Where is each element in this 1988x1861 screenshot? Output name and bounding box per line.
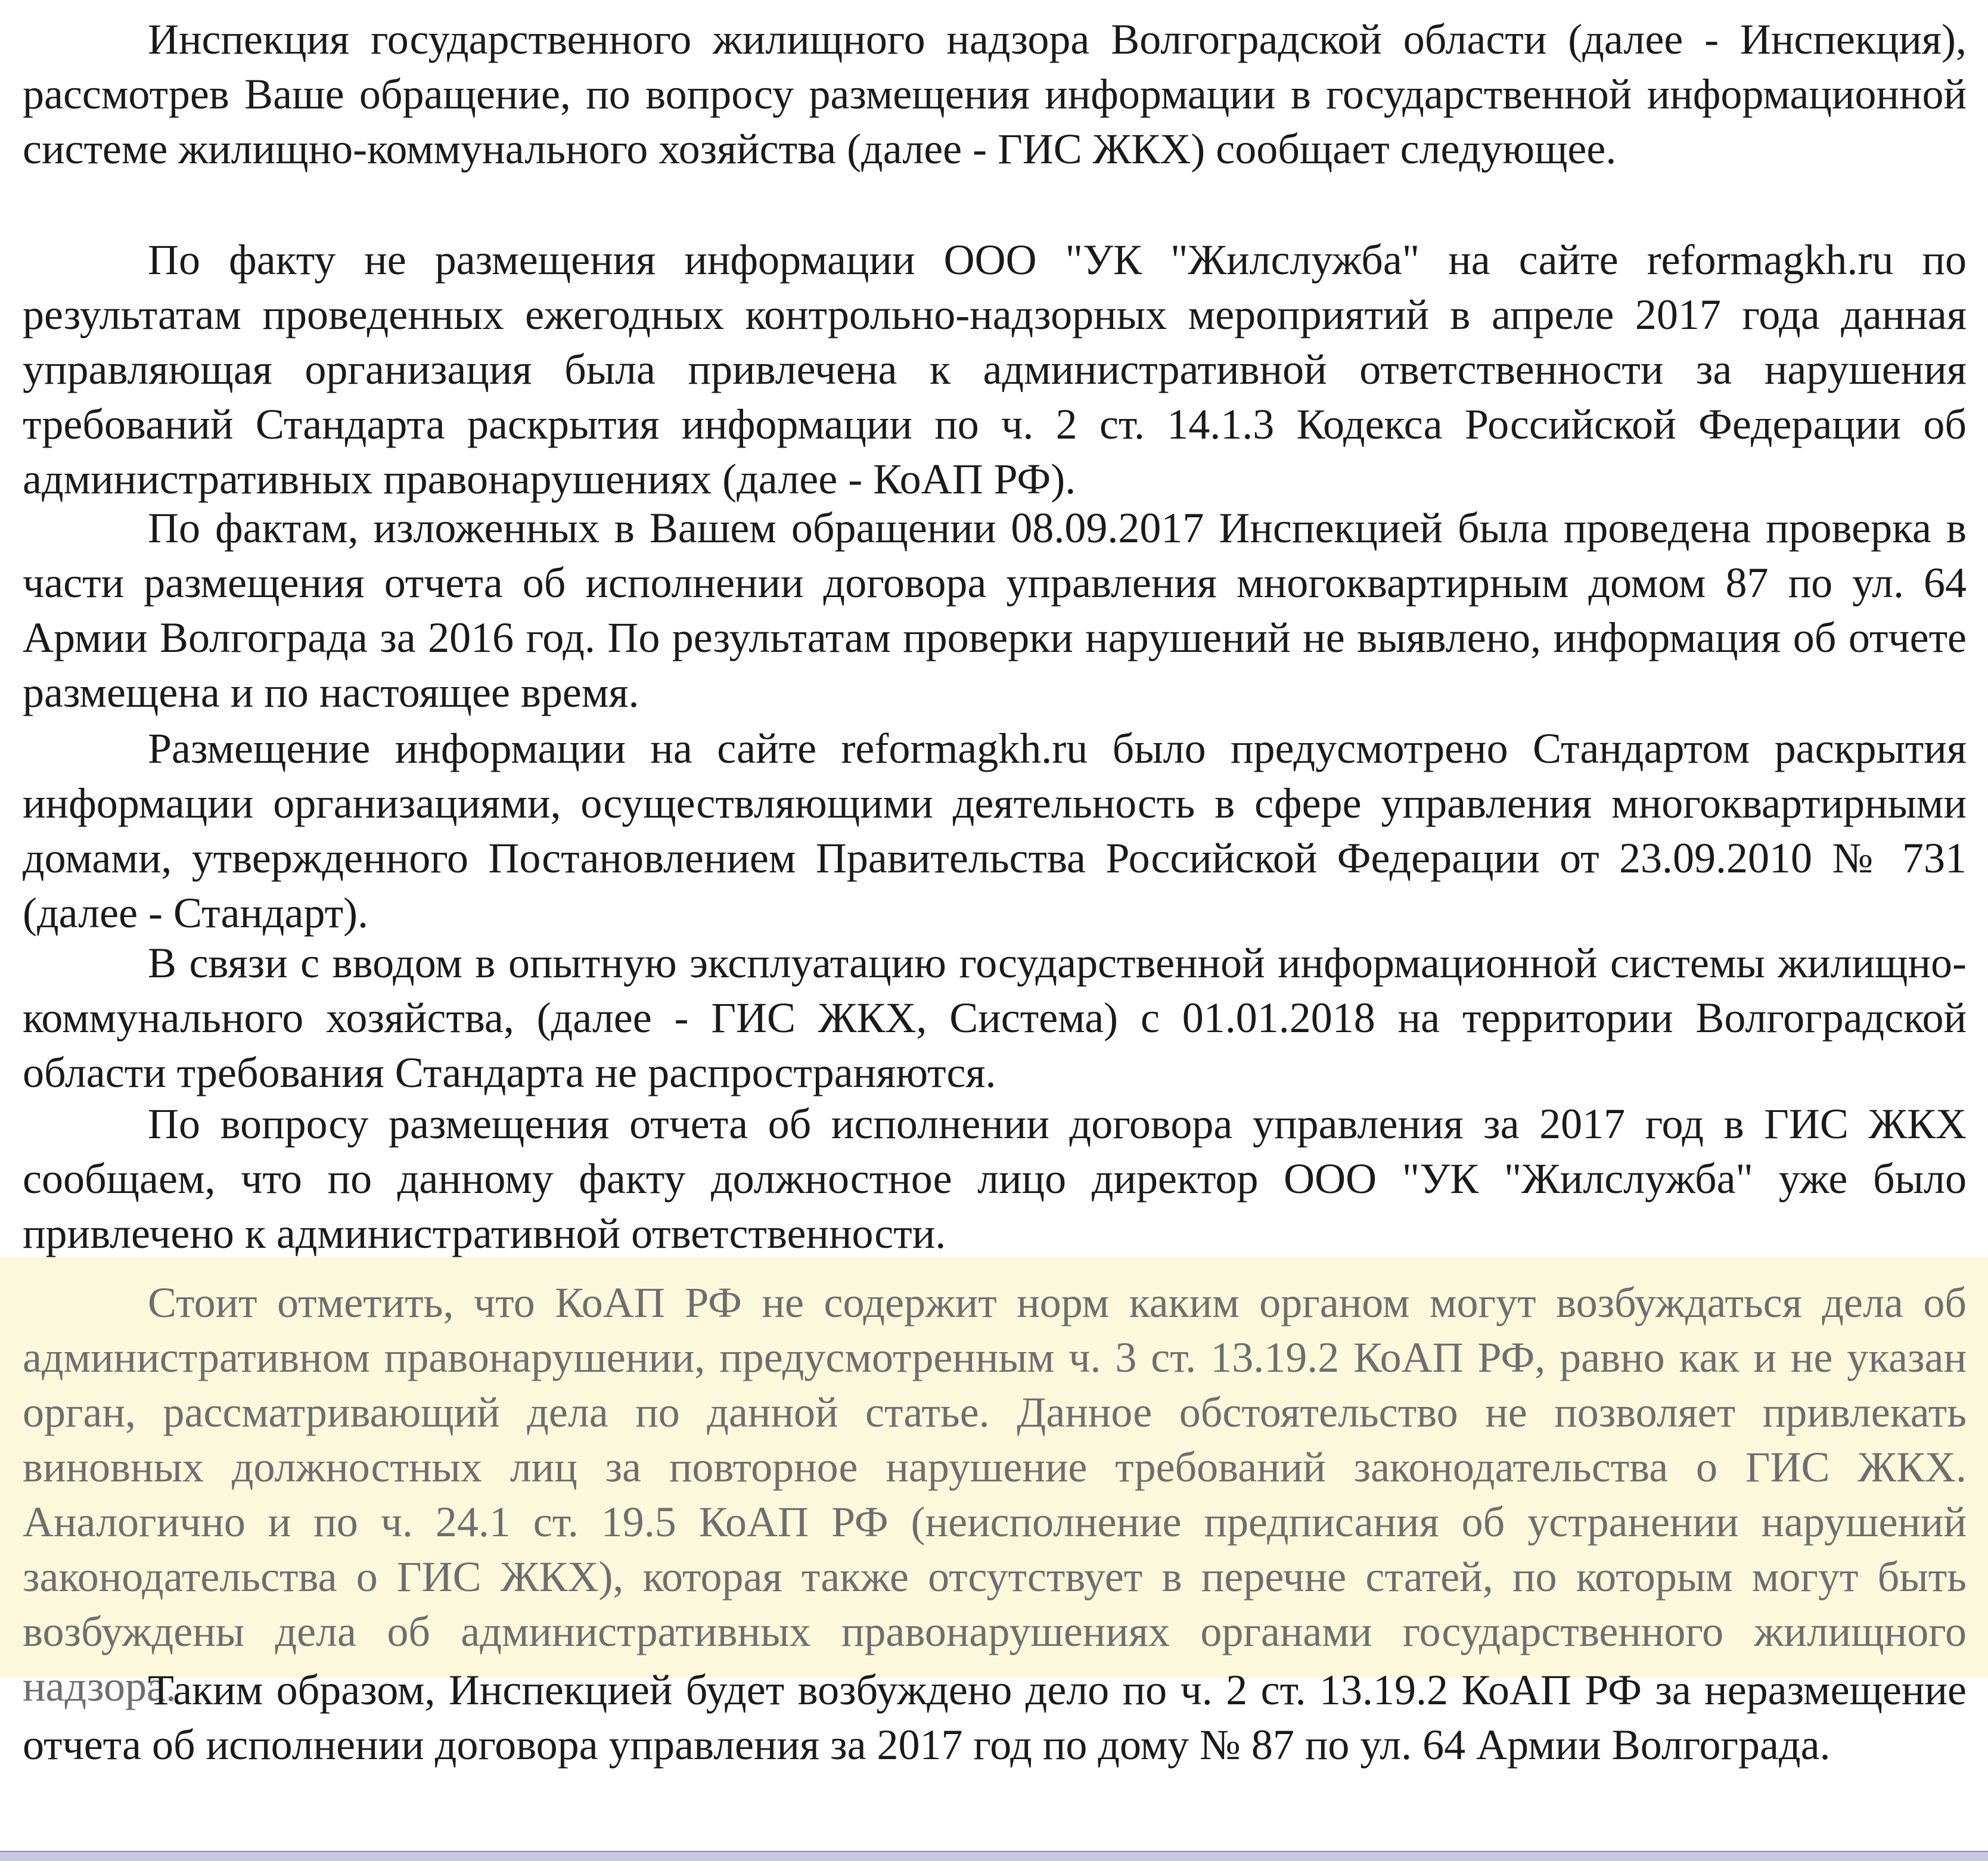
paragraph-gis-zhkh-intro: В связи с вводом в опытную эксплуатацию государственной информационной системы жилищно-коммунального хозяйства, (далее - ГИС ЖКХ, Система) с 01.01.2018 на территории Волгоградской области требования Стандарта не распространяются. bbox=[23, 939, 1967, 1096]
bottom-divider-band bbox=[0, 1852, 1988, 1861]
paragraph-inspection-2016: По фактам, изложенных в Вашем обращении 08.09.2017 Инспекцией была проведена проверка в части размещения отчета об исполнении договора управления многоквартирным домом 87 по ул. 64 Армии Волгограда за 2016 год. По результатам проверки нарушений не выявлено, информация об отчете размещена и по настоящее время. bbox=[23, 504, 1967, 716]
paragraph-conclusion: Таким образом, Инспекцией будет возбуждено дело по ч. 2 ст. 13.19.2 КоАП РФ за неразмещение отчета об исполнении договора управления за 2017 год по дому № 87 по ул. 64 Армии Волгограда. bbox=[23, 1666, 1967, 1769]
paragraph-report-2017: По вопросу размещения отчета об исполнении договора управления за 2017 год в ГИС ЖКХ сообщаем, что по данному факту должностное лицо директор ООО "УК "Жилслужба" уже было привлечено к административной ответственности. bbox=[23, 1100, 1967, 1257]
paragraph-standard: Размещение информации на сайте reformagkh.ru было предусмотрено Стандартом раскрытия информации организациями, осуществляющими деятельность в сфере управления многоквартирными домами, утвержденного Постановлением Правительства Российской Федерации от 23.09.2010 № 731 (далее - Стандарт). bbox=[23, 725, 1967, 937]
paragraph-reformagkh-violation: По факту не размещения информации ООО "УК "Жилслужба" на сайте reformagkh.ru по результатам проведенных ежегодных контрольно-надзорных мероприятий в апреле 2017 года данная управляющая организация была привлечена к административной ответственности за нарушения требований Стандарта раскрытия информации по ч. 2 ст. 14.1.3 Кодекса Российской Федерации об административных правонарушениях (далее - КоАП РФ). bbox=[23, 236, 1967, 503]
paragraph-intro: Инспекция государственного жилищного надзора Волгоградской области (далее - Инспекция), рассмотрев Ваше обращение, по вопросу размещения информации в государственной информационной системе жилищно-коммунального хозяйства (далее - ГИС ЖКХ) сообщает следующее. bbox=[23, 15, 1967, 173]
paragraph-koap-note: Стоит отметить, что КоАП РФ не содержит норм каким органом могут возбуждаться дела об административном правонарушении, предусмотренным ч. 3 ст. 13.19.2 КоАП РФ, равно как и не указан орган, рассматривающий дела по данной статье. Данное обстоятельство не позволяет привлекать виновных должностных лиц за повторное нарушение требований законодательства о ГИС ЖКХ. Аналогично и по ч. 24.1 ст. 19.5 КоАП РФ (неисполнение предписания об устранении нарушений законодательства о ГИС ЖКХ), которая также отсутствует в перечне статей, по которым могут быть возбуждены дела об административных правонарушениях органами государственного жилищного надзора. bbox=[23, 1279, 1967, 1710]
